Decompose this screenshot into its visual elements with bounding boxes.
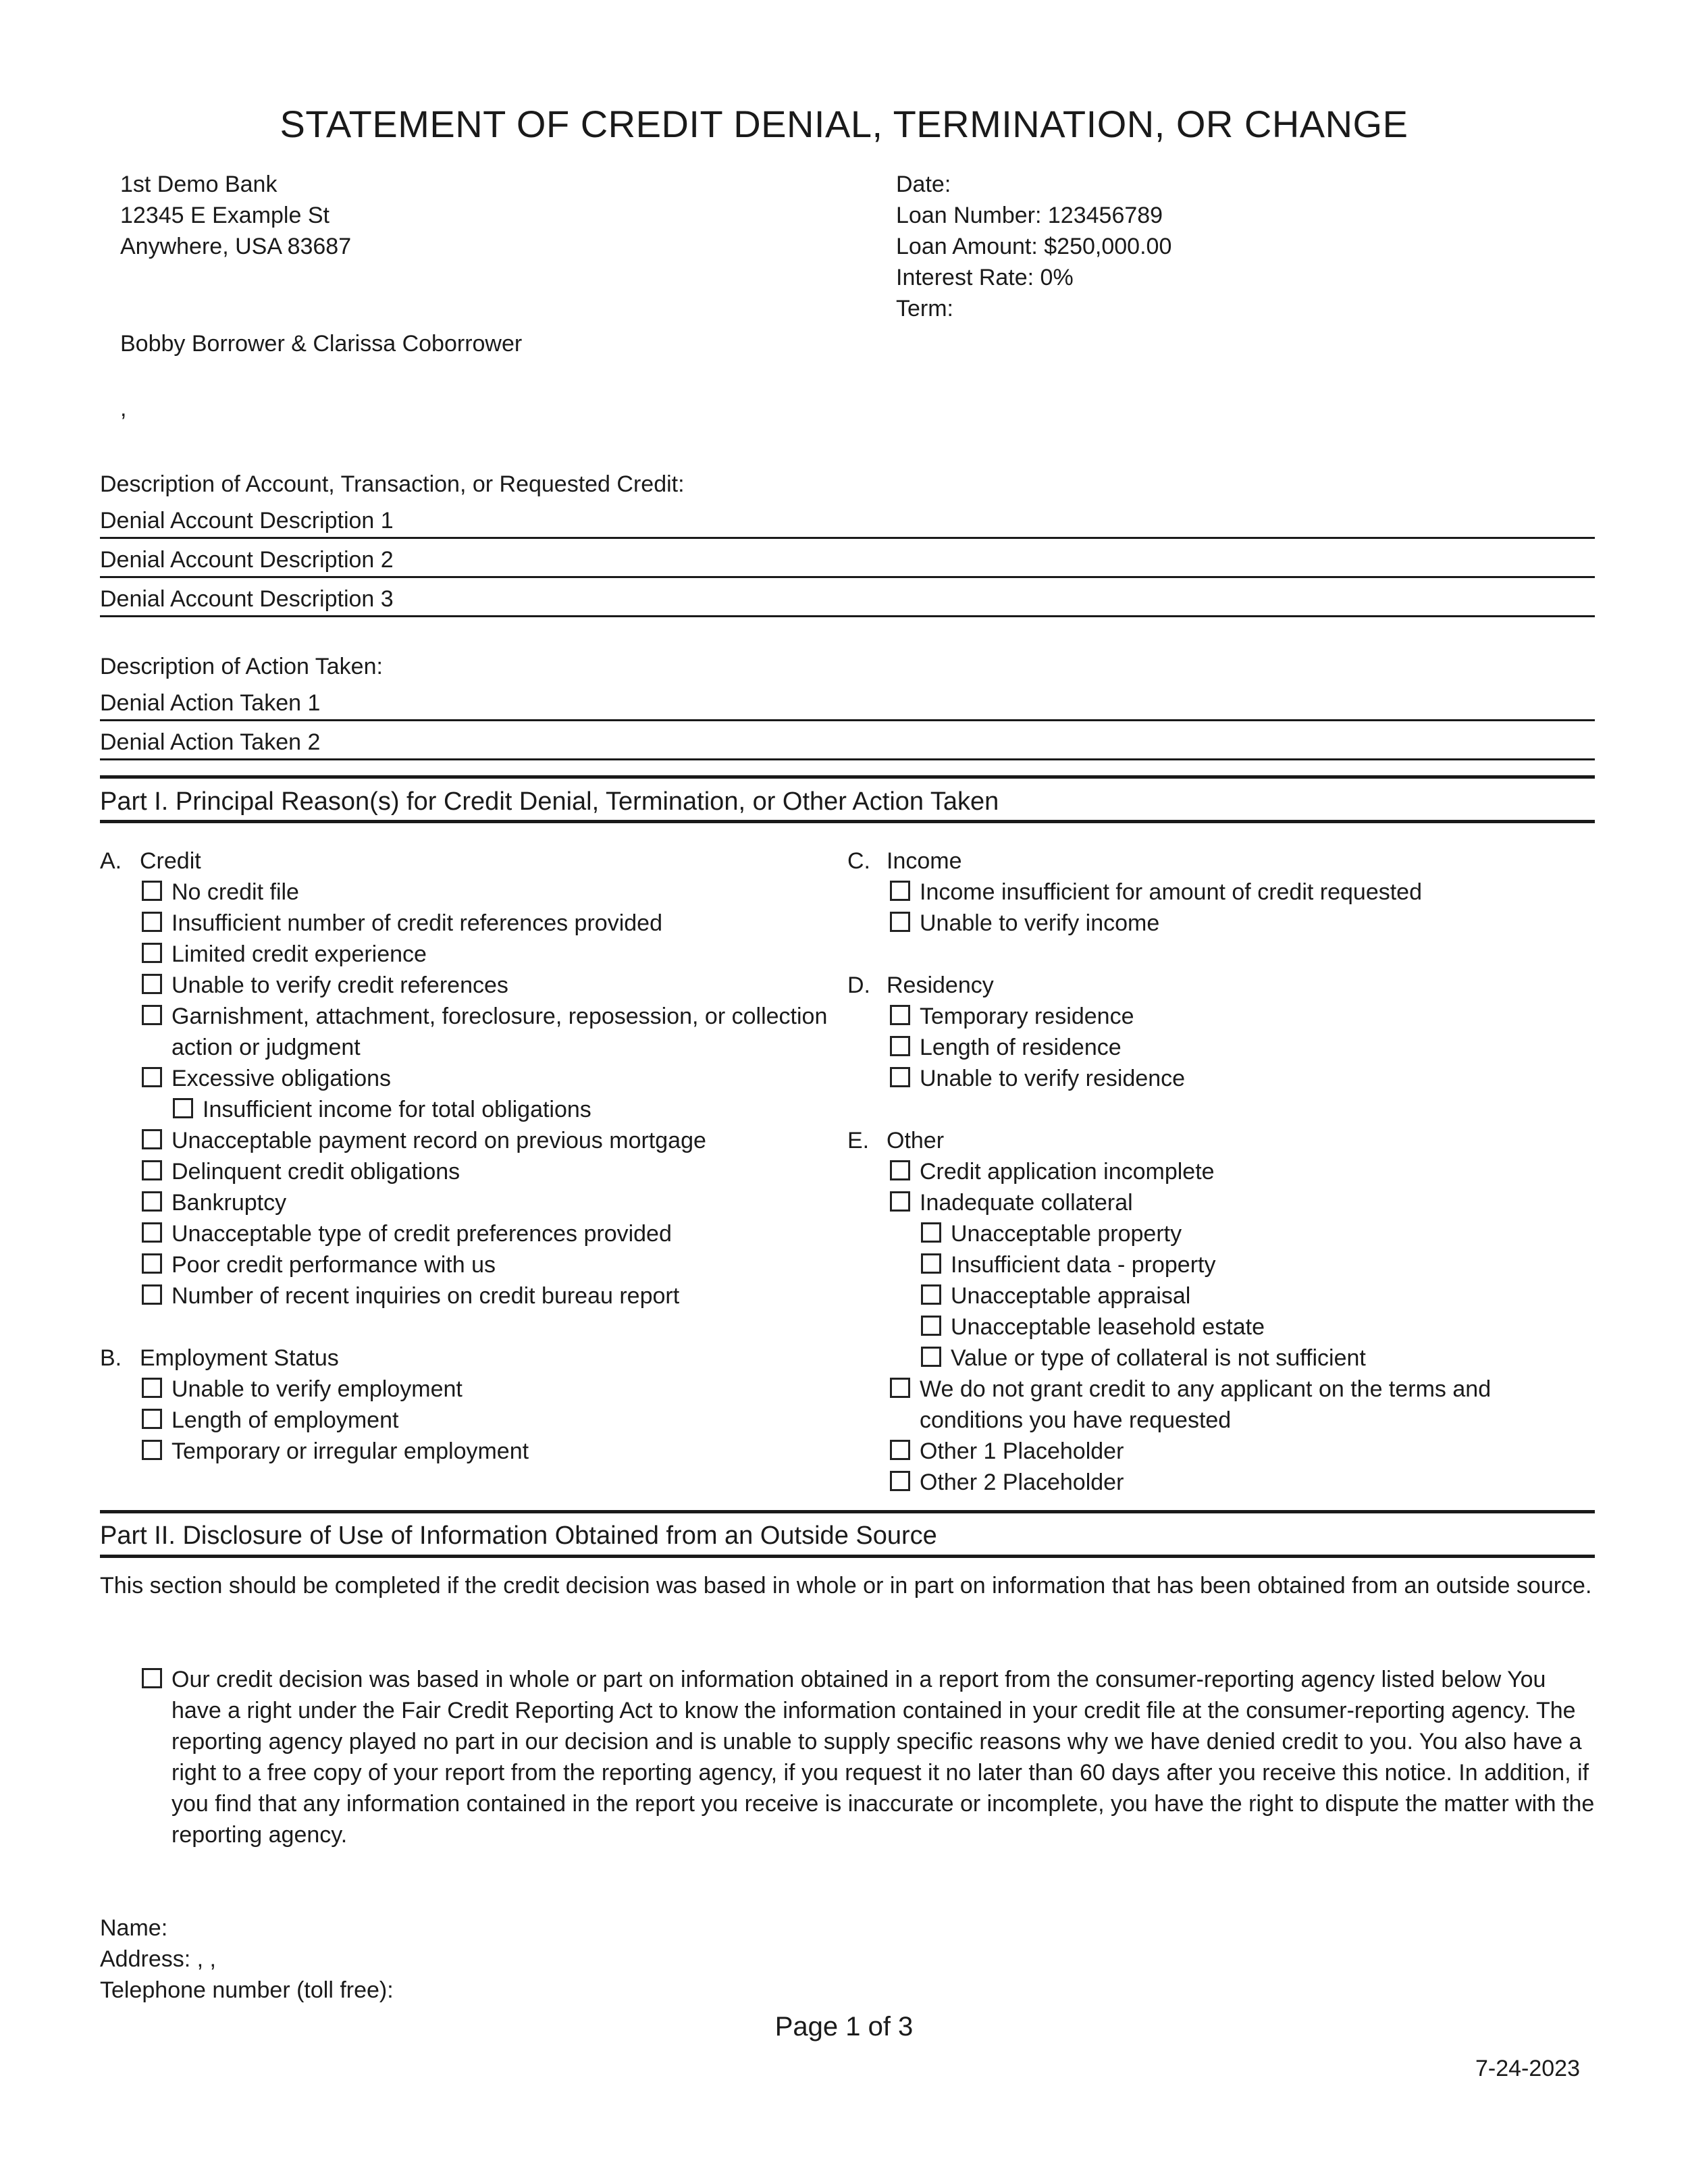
section-rule: [100, 1555, 1595, 1558]
borrower-names: Bobby Borrower & Clarissa Coborrower: [120, 331, 523, 357]
checkbox[interactable]: [890, 1067, 910, 1087]
agency-phone: Telephone number (toll free):: [100, 1977, 394, 2003]
checkbox-label: Insufficient data - property: [951, 1252, 1216, 1278]
checkbox[interactable]: [890, 1005, 910, 1025]
checkbox[interactable]: [890, 1036, 910, 1056]
borrower-address: ,: [120, 396, 127, 421]
checkbox-label: Unacceptable payment record on previous mortgage: [172, 1128, 706, 1153]
form-version-date: 7-24-2023: [1475, 2056, 1580, 2081]
loan-date: Date:: [896, 172, 951, 197]
action-taken-label: Description of Action Taken:: [100, 654, 383, 679]
checkbox[interactable]: [142, 1160, 162, 1180]
checkbox[interactable]: [142, 1440, 162, 1460]
agency-address: Address: , ,: [100, 1946, 216, 1972]
checkbox[interactable]: [890, 1191, 910, 1212]
divider: [100, 537, 1595, 539]
divider: [100, 615, 1595, 617]
checkbox-label: No credit file: [172, 879, 299, 905]
page-number: Page 1 of 3: [774, 2012, 914, 2042]
checkbox[interactable]: [921, 1253, 941, 1274]
checkbox-label: Unacceptable appraisal: [951, 1283, 1191, 1309]
checkbox-label: Income insufficient for amount of credit requested: [920, 879, 1422, 905]
checkbox[interactable]: [142, 1284, 162, 1305]
checkbox[interactable]: [890, 1378, 910, 1398]
checkbox-label: Unable to verify income: [920, 910, 1160, 936]
checkbox[interactable]: [142, 974, 162, 994]
account-description-line: Denial Account Description 2: [100, 547, 394, 573]
checkbox[interactable]: [142, 1005, 162, 1025]
checkbox[interactable]: [142, 1222, 162, 1243]
checkbox-label: Number of recent inquiries on credit bureau report: [172, 1283, 680, 1309]
checkbox[interactable]: [142, 1129, 162, 1149]
checkbox[interactable]: [890, 881, 910, 901]
checkbox-label: Inadequate collateral: [920, 1190, 1133, 1216]
checkbox-label: Insufficient income for total obligations: [203, 1097, 591, 1122]
checkbox-label: Poor credit performance with us: [172, 1252, 496, 1278]
account-description-line: Denial Account Description 3: [100, 586, 394, 612]
checkbox-label: We do not grant credit to any applicant on the terms and: [920, 1376, 1492, 1402]
checkbox[interactable]: [890, 912, 910, 932]
checkbox[interactable]: [921, 1284, 941, 1305]
lender-street: 12345 E Example St: [120, 203, 329, 228]
section-letter: A.: [100, 848, 122, 874]
action-taken-line: Denial Action Taken 2: [100, 729, 321, 755]
account-description-line: Denial Account Description 1: [100, 508, 394, 534]
checkbox[interactable]: [890, 1160, 910, 1180]
lender-name: 1st Demo Bank: [120, 172, 278, 197]
checkbox[interactable]: [921, 1347, 941, 1367]
loan-amount: Loan Amount: $250,000.00: [896, 234, 1172, 259]
checkbox-label: Unacceptable leasehold estate: [951, 1314, 1265, 1340]
part2-intro: This section should be completed if the credit decision was based in whole or in part on information that has been obtained from an outside source.: [100, 1573, 1592, 1598]
divider: [100, 719, 1595, 721]
document-title: STATEMENT OF CREDIT DENIAL, TERMINATION, OR CHANGE: [280, 103, 1408, 145]
employment-section-label: Employment Status: [140, 1345, 339, 1371]
checkbox-label: Bankruptcy: [172, 1190, 287, 1216]
checkbox-label: Unacceptable type of credit preferences provided: [172, 1221, 672, 1247]
checkbox[interactable]: [890, 1440, 910, 1460]
section-letter: C.: [847, 848, 870, 874]
lender-city: Anywhere, USA 83687: [120, 234, 352, 259]
action-taken-line: Denial Action Taken 1: [100, 690, 321, 716]
section-rule: [100, 775, 1595, 779]
checkbox-label-continued: conditions you have requested: [920, 1407, 1232, 1433]
checkbox-label: Insufficient number of credit references provided: [172, 910, 662, 936]
checkbox-label: Temporary or irregular employment: [172, 1438, 529, 1464]
other-section-label: Other: [887, 1128, 945, 1153]
section-letter: E.: [847, 1128, 870, 1153]
checkbox-label: Other 1 Placeholder: [920, 1438, 1124, 1464]
checkbox-label: Unable to verify residence: [920, 1066, 1186, 1091]
checkbox[interactable]: [142, 912, 162, 932]
interest-rate: Interest Rate: 0%: [896, 265, 1074, 290]
checkbox[interactable]: [173, 1098, 193, 1118]
agency-name: Name:: [100, 1915, 168, 1941]
checkbox[interactable]: [142, 943, 162, 963]
checkbox-label: Excessive obligations: [172, 1066, 392, 1091]
checkbox-label: Unacceptable property: [951, 1221, 1182, 1247]
checkbox-label: Unable to verify credit references: [172, 972, 508, 998]
section-letter: B.: [100, 1345, 122, 1371]
part1-heading: Part I. Principal Reason(s) for Credit Denial, Termination, or Other Action Taken: [100, 787, 999, 816]
account-description-label: Description of Account, Transaction, or Requested Credit:: [100, 471, 685, 497]
checkbox[interactable]: [142, 1191, 162, 1212]
checkbox-label: Value or type of collateral is not sufficient: [951, 1345, 1366, 1371]
checkbox[interactable]: [142, 1409, 162, 1429]
checkbox[interactable]: [921, 1222, 941, 1243]
checkbox[interactable]: [890, 1471, 910, 1491]
residency-section-label: Residency: [887, 972, 994, 998]
part2-heading: Part II. Disclosure of Use of Information Obtained from an Outside Source: [100, 1522, 937, 1550]
credit-section-label: Credit: [140, 848, 201, 874]
part2-statement: Our credit decision was based in whole or part on information obtained in a report from the consumer-reporting agency listed below You have a right under the Fair Credit Reporting Act to know the information contained in your credit file at the consumer-reporting agency. The reporting agency played no part in our decision and is unable to supply specific reasons why we have denied credit to you. You also have a right to a free copy of your report from the reporting agency, if you request it no later than 60 days after you receive this notice. In addition, if you find that any information contained in the report you receive is inaccurate or incomplete, you have the right to dispute the matter with the reporting agency.: [172, 1667, 1595, 1848]
checkbox-label: Delinquent credit obligations: [172, 1159, 460, 1185]
section-letter: D.: [847, 972, 870, 998]
checkbox[interactable]: [142, 1668, 162, 1688]
checkbox-label: Credit application incomplete: [920, 1159, 1215, 1185]
section-rule: [100, 820, 1595, 823]
checkbox-label: Temporary residence: [920, 1004, 1134, 1029]
divider: [100, 576, 1595, 578]
loan-term: Term:: [896, 296, 953, 321]
income-section-label: Income: [887, 848, 962, 874]
section-rule: [100, 1510, 1595, 1513]
checkbox-label: Length of residence: [920, 1035, 1122, 1060]
checkbox-label: Other 2 Placeholder: [920, 1470, 1124, 1495]
checkbox-label-continued: action or judgment: [172, 1035, 361, 1060]
loan-number: Loan Number: 123456789: [896, 203, 1163, 228]
checkbox-label: Garnishment, attachment, foreclosure, reposession, or collection: [172, 1004, 828, 1029]
checkbox[interactable]: [921, 1316, 941, 1336]
checkbox[interactable]: [142, 881, 162, 901]
checkbox-label: Length of employment: [172, 1407, 399, 1433]
checkbox[interactable]: [142, 1067, 162, 1087]
checkbox-label: Limited credit experience: [172, 941, 427, 967]
checkbox[interactable]: [142, 1378, 162, 1398]
checkbox[interactable]: [142, 1253, 162, 1274]
checkbox-label: Unable to verify employment: [172, 1376, 463, 1402]
divider: [100, 758, 1595, 760]
